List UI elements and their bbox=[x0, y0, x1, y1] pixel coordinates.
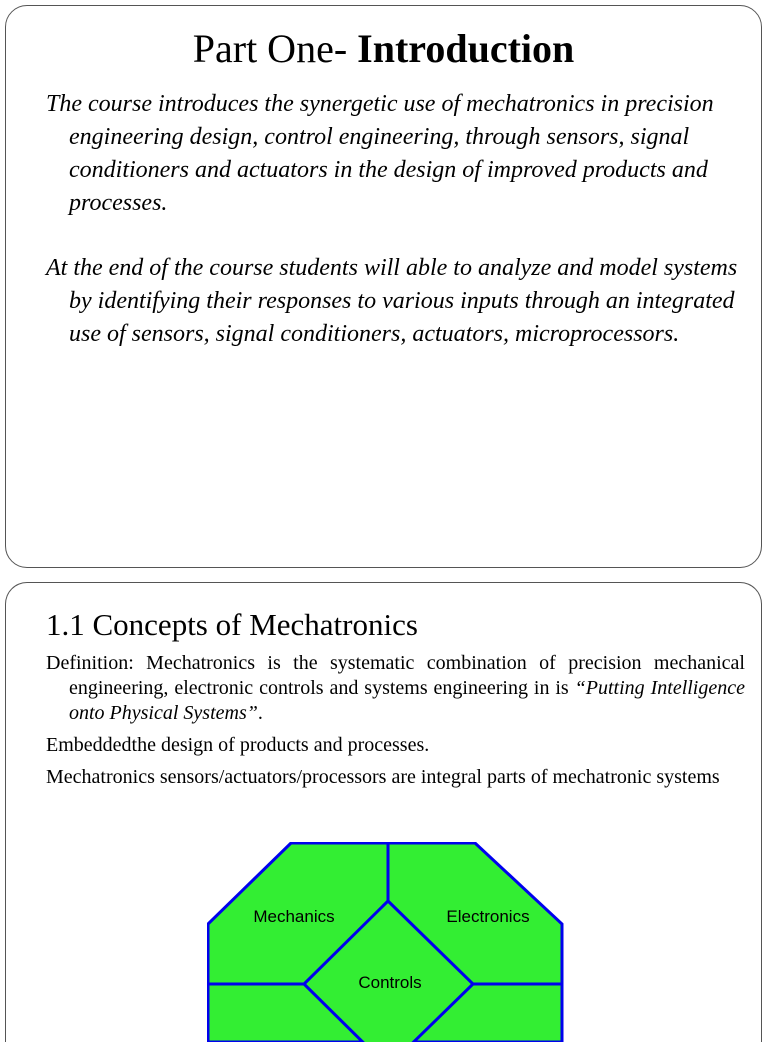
definition-text: Definition: Mechatronics is the systematic combination of precision mechanical engineering, electronic controls and systems engineering in is bbox=[46, 652, 745, 699]
embedded-paragraph: Embeddedthe design of products and processes. bbox=[46, 734, 430, 756]
title-bold: Introduction bbox=[357, 26, 575, 71]
definition-paragraph bbox=[46, 651, 745, 726]
definition-quote: “Putting Intelligence onto Physical Systems” bbox=[69, 677, 745, 724]
label-controls: Controls bbox=[358, 973, 422, 992]
slide-title bbox=[6, 26, 761, 72]
slide-title: 1.1 Concepts of Mechatronics bbox=[46, 607, 418, 642]
label-electronics: Electronics bbox=[446, 907, 530, 926]
label-mechanics: Mechanics bbox=[253, 907, 335, 926]
course-outcome-paragraph: At the end of the course students will able to analyze and model systems by identifying their responses to various inputs through an integrated use of sensors, signal conditioners, actuators, microprocessors. bbox=[46, 255, 738, 347]
slide-part-one bbox=[5, 5, 762, 568]
course-intro-paragraph: The course introduces the synergetic use of mechatronics in precision engineering design, control engineering, through sensors, signal conditioners and actuators in the design of improved products and processes. bbox=[46, 91, 714, 216]
mechatronics-paragraph: Mechatronics sensors/actuators/processors are integral parts of mechatronic systems bbox=[46, 766, 720, 788]
mechatronics-diagram bbox=[207, 842, 569, 1042]
definition-end: . bbox=[257, 702, 263, 724]
slide-concepts bbox=[5, 582, 762, 1042]
title-plain: Part One- bbox=[192, 26, 358, 71]
